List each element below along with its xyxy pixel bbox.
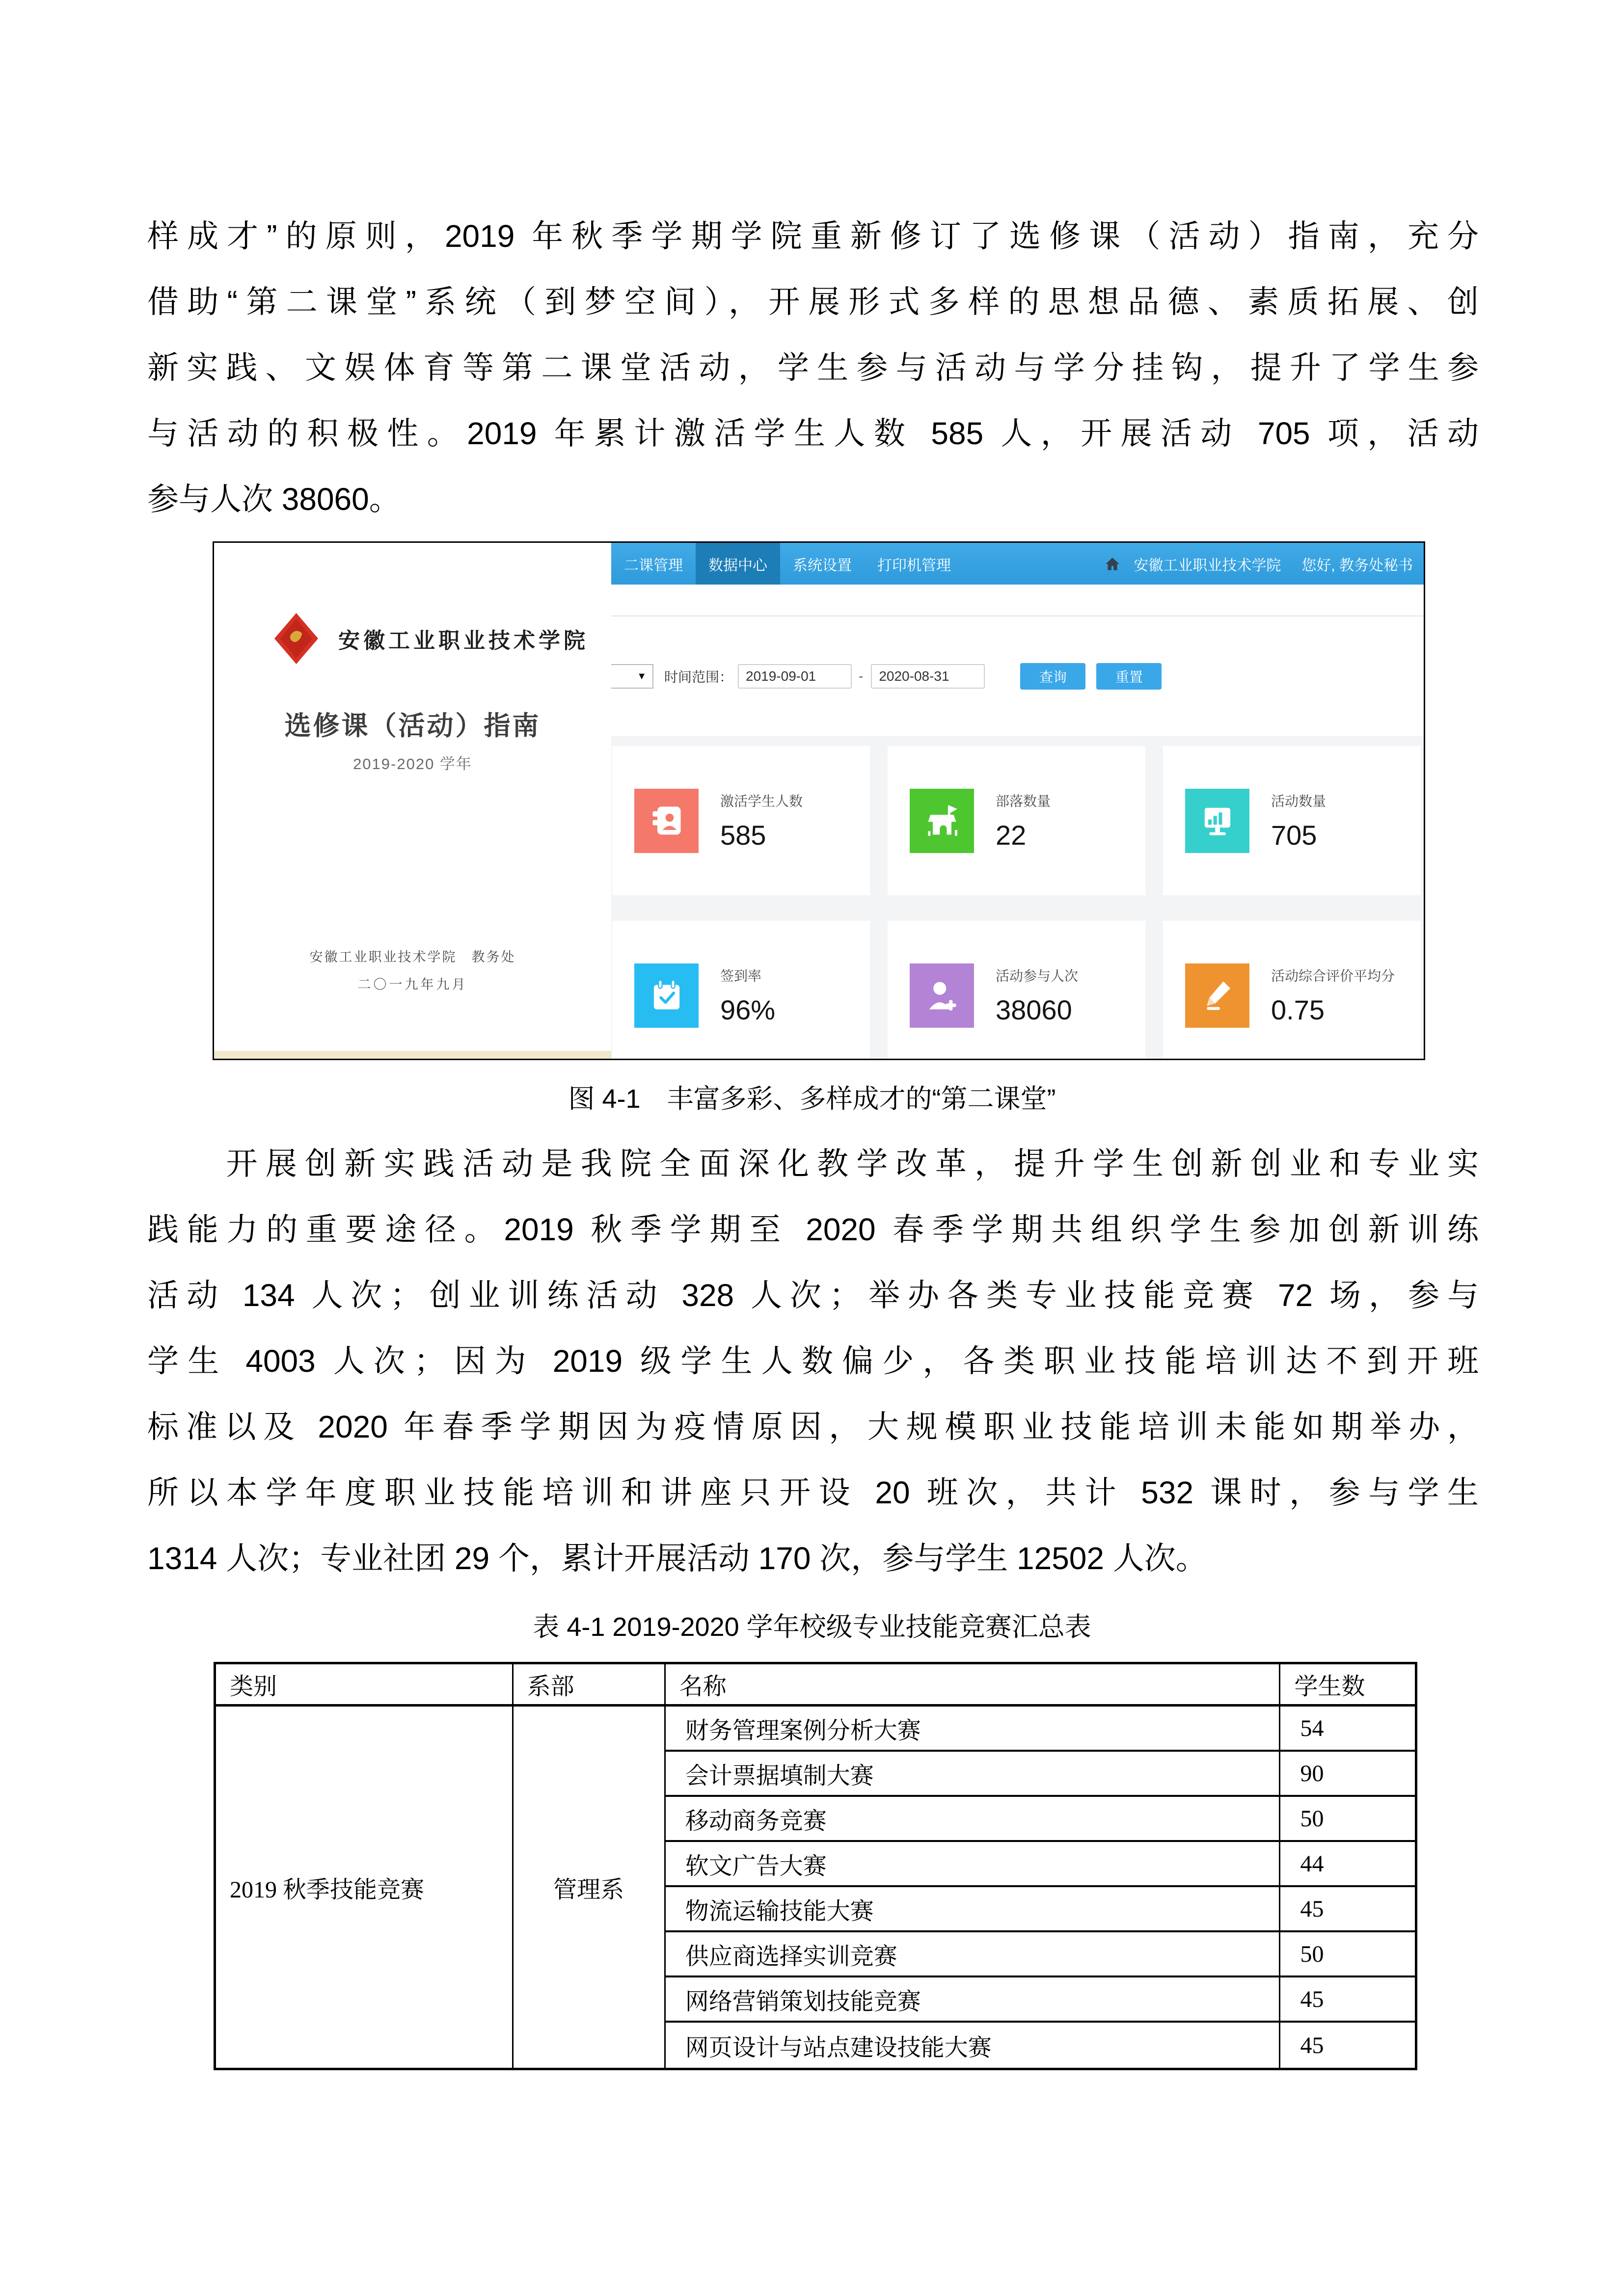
date-to-input[interactable] — [871, 664, 985, 689]
dream-space-dashboard — [611, 543, 1424, 1059]
competition-name-cell: 物流运输技能大赛 — [666, 1887, 1279, 1932]
tribe-house-icon — [910, 789, 974, 853]
student-count-cell: 90 — [1280, 1752, 1415, 1797]
competition-name-cell: 网页设计与站点建设技能大赛 — [685, 2034, 992, 2061]
home-icon[interactable] — [1104, 556, 1121, 572]
paragraph-line: 活动 134 人次；创业训练活动 328 人次；举办各类专业技能竞赛 72 场，参与 — [147, 1278, 1479, 1313]
paragraph-line: 与活动的积极性。2019 年累计激活学生人数 585 人，开展活动 705 项，活动 — [147, 416, 1479, 451]
table-column-students — [1280, 1664, 1415, 2068]
nav-divider — [611, 585, 1424, 616]
activity-monitor-icon — [1185, 789, 1249, 853]
student-count-cell: 44 — [1280, 1842, 1415, 1887]
paragraph-line: 1314 人次；专业社团 29 个，累计开展活动 170 次，参与学生 12502 人次。 — [147, 1541, 1207, 1576]
table-column-category — [216, 1664, 514, 2068]
stat-value: 38060 — [996, 994, 1072, 1025]
dashboard-nav-bar — [611, 543, 1424, 585]
calendar-check-icon — [634, 963, 699, 1028]
reset-button[interactable]: 重置 — [1096, 663, 1162, 690]
table-column-department — [514, 1664, 666, 2068]
stat-card-activated-students — [612, 746, 870, 895]
cover-logo-row — [273, 612, 589, 666]
chevron-down-icon: ▼ — [637, 670, 647, 682]
nav-school-name[interactable]: 安徽工业职业技术学院 — [1134, 557, 1281, 574]
stat-label: 活动综合评价平均分 — [1271, 968, 1395, 984]
date-from-input[interactable] — [738, 664, 852, 689]
stat-label: 活动参与人次 — [996, 968, 1079, 984]
paragraph-line: 借助“第二课堂”系统（到梦空间），开展形式多样的思想品德、素质拓展、创 — [147, 284, 1479, 320]
paragraph-line: 学生 4003 人次；因为 2019 级学生人数偏少，各类职业技能培训达不到开班 — [147, 1343, 1479, 1379]
paragraph-line: 所以本学年度职业技能培训和讲座只开设 20 班次，共计 532 课时，参与学生 — [147, 1475, 1479, 1510]
nav-tab-course-management[interactable]: 二课管理 — [624, 557, 683, 574]
nav-tab-data-center[interactable]: 数据中心 — [696, 543, 780, 585]
nav-tab-printer-management[interactable]: 打印机管理 — [877, 557, 951, 574]
competition-name-cell: 会计票据填制大赛 — [666, 1752, 1279, 1797]
student-count-cell: 45 — [1280, 1977, 1415, 2023]
paragraph-line: 开展创新实践活动是我院全面深化教学改革，提升学生创新创业和专业实 — [147, 1146, 1479, 1181]
filter-select-dropdown[interactable] — [611, 664, 653, 689]
category-cell: 2019 秋季技能竞赛 — [230, 1876, 425, 1903]
student-count-cell: 50 — [1280, 1797, 1415, 1842]
stat-card-tribe-count — [888, 746, 1145, 895]
column-header-name: 名称 — [666, 1664, 1279, 1707]
nav-user-greeting[interactable]: 您好, 教务处秘书 — [1301, 557, 1413, 574]
name-cells — [666, 1707, 1279, 2068]
paragraph-line: 样成才”的原则，2019 年秋季学期学院重新修订了选修课（活动）指南，充分 — [147, 218, 1479, 254]
paragraph-innovation-practice — [147, 1131, 1479, 1591]
column-header-department: 系部 — [514, 1664, 664, 1707]
column-header-students: 学生数 — [1280, 1664, 1415, 1707]
student-count-cell: 54 — [1280, 1707, 1415, 1752]
guide-cover-page — [214, 543, 611, 1059]
stat-label: 活动数量 — [1271, 793, 1326, 809]
person-plus-icon — [910, 963, 974, 1028]
stat-value: 22 — [996, 819, 1027, 851]
paragraph-line: 新实践、文娱体育等第二课堂活动，学生参与活动与学分挂钩，提升了学生参 — [147, 350, 1479, 385]
pencil-icon — [1185, 963, 1249, 1028]
school-logo-icon — [273, 612, 320, 666]
competition-name-cell: 移动商务竞赛 — [666, 1797, 1279, 1842]
stat-card-average-score — [1163, 921, 1421, 1059]
competition-name-cell: 软文广告大赛 — [666, 1842, 1279, 1887]
nav-account-area — [1104, 543, 1424, 585]
competition-name-cell: 网络营销策划技能竞赛 — [666, 1977, 1279, 2023]
stat-value: 705 — [1271, 819, 1317, 851]
paragraph-line: 践能力的重要途径。2019 秋季学期至 2020 春季学期共组织学生参加创新训练 — [147, 1212, 1479, 1247]
paragraph-line: 标准以及 2020 年春季学期因为疫情原因，大规模职业技能培训未能如期举办， — [147, 1409, 1479, 1444]
stat-card-checkin-rate — [612, 921, 870, 1059]
stat-label: 部落数量 — [996, 793, 1051, 809]
table-column-name — [666, 1664, 1281, 2068]
stats-card-grid — [611, 736, 1424, 1059]
figure-caption: 图 4-1 丰富多彩、多样成才的“第二课堂” — [568, 1084, 1056, 1114]
contact-book-icon — [634, 789, 699, 853]
stat-value: 96% — [720, 994, 776, 1025]
cover-title: 选修课（活动）指南 — [284, 711, 541, 741]
student-count-cell: 45 — [1280, 1887, 1415, 1932]
table-title: 表 4-1 2019-2020 学年校级专业技能竞赛汇总表 — [533, 1612, 1091, 1642]
figure-dashboard-screenshot — [213, 541, 1425, 1060]
competition-name-cell: 供应商选择实训竞赛 — [666, 1932, 1279, 1977]
department-cell: 管理系 — [553, 1876, 624, 1903]
stat-value: 585 — [720, 819, 766, 851]
cover-footer-date: 二〇一九年九月 — [357, 977, 468, 992]
date-range-label: 时间范围： — [664, 669, 733, 685]
paragraph-second-classroom — [147, 203, 1479, 532]
filter-bar — [611, 616, 1424, 736]
cover-subtitle: 2019-2020 学年 — [353, 755, 472, 773]
cover-footer-department: 安徽工业职业技术学院 教务处 — [309, 950, 516, 964]
cover-bottom-strip — [214, 1051, 611, 1059]
stat-label: 签到率 — [720, 968, 762, 984]
stat-value: 0.75 — [1271, 994, 1325, 1025]
stat-card-activity-count — [1163, 746, 1421, 895]
student-count-cell: 50 — [1280, 1932, 1415, 1977]
date-separator: - — [859, 668, 864, 684]
student-count-cell: 45 — [1300, 2032, 1324, 2058]
paragraph-line: 参与人次 38060。 — [147, 481, 401, 517]
competitions-table — [214, 1662, 1417, 2070]
stat-card-participation-count — [888, 921, 1145, 1059]
competition-name-cell: 财务管理案例分析大赛 — [666, 1707, 1279, 1752]
search-button[interactable]: 查询 — [1020, 663, 1085, 690]
column-header-category: 类别 — [216, 1664, 512, 1707]
stat-label: 激活学生人数 — [720, 793, 803, 809]
nav-tab-system-settings[interactable]: 系统设置 — [793, 557, 852, 574]
cover-school-name: 安徽工业职业技术学院 — [338, 629, 589, 653]
student-count-cells — [1280, 1707, 1415, 2068]
